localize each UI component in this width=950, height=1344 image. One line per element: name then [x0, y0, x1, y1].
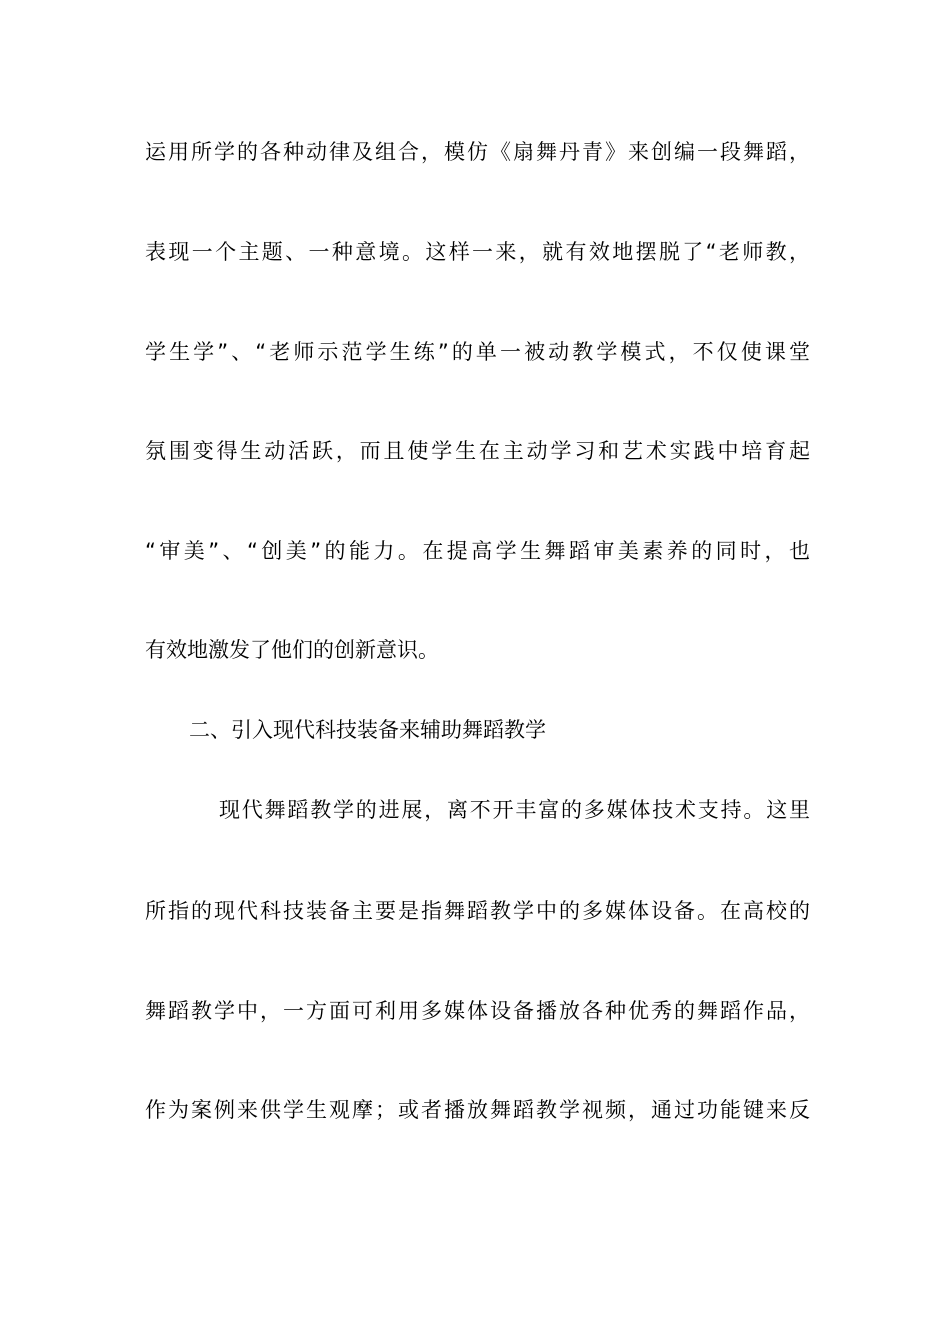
paragraph-2-line-4: 作为案例来供学生观摩；或者播放舞蹈教学视频，通过功能键来反: [145, 1098, 810, 1122]
paragraph-1-line-1: 运用所学的各种动律及组合，模仿《扇舞丹青》来创编一段舞蹈，: [145, 140, 810, 164]
paragraph-2-line-2: 所指的现代科技装备主要是指舞蹈教学中的多媒体设备。在高校的: [145, 899, 810, 923]
paragraph-2-line-1: 现代舞蹈教学的进展，离不开丰富的多媒体技术支持。这里: [219, 798, 810, 822]
paragraph-1-line-5: “审美”、“创美”的能力。在提高学生舞蹈审美素养的同时，也: [145, 539, 810, 563]
paragraph-1-line-6: 有效地激发了他们的创新意识。: [145, 638, 439, 662]
paragraph-2-line-3: 舞蹈教学中，一方面可利用多媒体设备播放各种优秀的舞蹈作品，: [145, 999, 810, 1023]
paragraph-1-line-3: 学生学”、“老师示范学生练”的单一被动教学模式，不仅使课堂: [145, 340, 810, 364]
paragraph-1-line-2: 表现一个主题、一种意境。这样一来，就有效地摆脱了“老师教，: [145, 240, 810, 264]
paragraph-1-line-4: 氛围变得生动活跃，而且使学生在主动学习和艺术实践中培育起: [145, 439, 810, 463]
section-heading: 二、引入现代科技装备来辅助舞蹈教学: [189, 718, 546, 742]
